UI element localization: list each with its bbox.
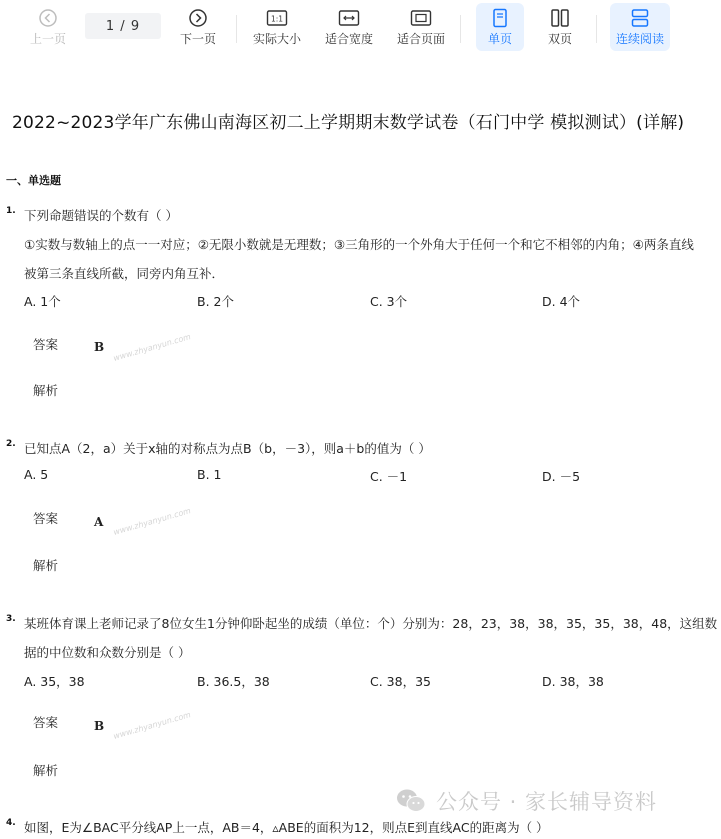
option-d: D. 4个 xyxy=(542,294,581,309)
document-title: 2022~2023学年广东佛山南海区初二上学期期末数学试卷（石门中学 模拟测试）(详解) xyxy=(12,113,685,133)
continuous-reading-icon xyxy=(628,6,652,30)
option-d: D. －5 xyxy=(542,469,581,484)
option-b: B. 1 xyxy=(197,467,222,482)
prev-page-button[interactable] xyxy=(22,3,74,51)
continuous-reading-label: 连续阅读 xyxy=(615,32,664,46)
answer-label: 答案 xyxy=(33,715,59,730)
viewer-toolbar xyxy=(0,0,721,58)
analysis-toggle[interactable]: 解析 xyxy=(33,383,59,398)
next-page-label: 下一页 xyxy=(179,32,216,46)
prev-page-label: 上一页 xyxy=(29,32,66,46)
question-text: ①实数与数轴上的点一一对应；②无限小数就是无理数；③三角形的一个外角大于任何一个和它不相邻的内角；④两条直线 xyxy=(24,237,694,252)
fit-page-label: 适合页面 xyxy=(396,32,445,46)
question-text: 下列命题错误的个数有（ ） xyxy=(24,208,178,223)
option-c: C. －1 xyxy=(370,469,408,484)
fit-width-label: 适合宽度 xyxy=(324,32,373,46)
actual-size-button[interactable] xyxy=(250,3,304,51)
double-page-button[interactable] xyxy=(536,3,584,51)
watermark: www.zhyanyun.com xyxy=(112,332,192,363)
single-page-icon xyxy=(488,6,512,30)
option-a: A. 5 xyxy=(24,467,49,482)
answer-label: 答案 xyxy=(33,511,59,526)
answer-value: B xyxy=(94,340,105,354)
watermark: www.zhyanyun.com xyxy=(112,506,192,537)
option-b: B. 2个 xyxy=(197,294,234,309)
toolbar-divider xyxy=(236,15,237,43)
section-title: 一、单选题 xyxy=(6,174,61,187)
actual-size-label: 实际大小 xyxy=(252,32,301,46)
answer-label: 答案 xyxy=(33,337,59,352)
toolbar-divider xyxy=(460,15,461,43)
page-indicator[interactable]: 1 / 9 xyxy=(85,13,161,39)
fit-width-icon xyxy=(337,6,361,30)
actual-size-icon xyxy=(265,6,289,30)
watermark: www.zhyanyun.com xyxy=(112,710,192,741)
answer-value: A xyxy=(94,515,104,529)
wechat-icon xyxy=(396,788,426,814)
analysis-toggle[interactable]: 解析 xyxy=(33,763,59,778)
question-text: 被第三条直线所截，同旁内角互补． xyxy=(24,266,225,281)
option-c: C. 38，35 xyxy=(370,674,431,689)
question-text: 已知点A（2，a）关于x轴的对称点为点B（b，－3），则a＋b的值为（ ） xyxy=(24,441,431,456)
double-page-label: 双页 xyxy=(547,32,572,46)
question-text: 如图，E为∠BAC平分线AP上一点，AB＝4，▵ABE的面积为12，则点E到直线AC的距离为（ ） xyxy=(24,820,549,835)
fit-width-button[interactable] xyxy=(322,3,376,51)
option-b: B. 36.5，38 xyxy=(197,674,270,689)
question-text: 据的中位数和众数分别是（ ） xyxy=(24,645,191,660)
question-number: 2. xyxy=(6,439,16,449)
option-a: A. 1个 xyxy=(24,294,61,309)
double-page-icon xyxy=(548,6,572,30)
question-text: 某班体育课上老师记录了8位女生1分钟仰卧起坐的成绩（单位：个）分别为：28，23，38，38，35，35，38，48，这组数 xyxy=(24,616,718,631)
toolbar-divider xyxy=(596,15,597,43)
fit-page-icon xyxy=(409,6,433,30)
chevron-left-circle-icon xyxy=(36,6,60,30)
single-page-button[interactable] xyxy=(476,3,524,51)
actual-size-glyph: 1:1 xyxy=(270,14,284,24)
question-number: 4. xyxy=(6,818,16,828)
next-page-button[interactable] xyxy=(172,3,224,51)
option-c: C. 3个 xyxy=(370,294,408,309)
continuous-reading-button[interactable] xyxy=(610,3,670,51)
question-number: 3. xyxy=(6,614,16,624)
analysis-toggle[interactable]: 解析 xyxy=(33,558,59,573)
wechat-brand-watermark xyxy=(396,786,657,816)
chevron-right-circle-icon xyxy=(186,6,210,30)
option-d: D. 38，38 xyxy=(542,674,604,689)
option-a: A. 35，38 xyxy=(24,674,85,689)
question-number: 1. xyxy=(6,206,16,216)
answer-value: B xyxy=(94,719,105,733)
fit-page-button[interactable] xyxy=(394,3,448,51)
single-page-label: 单页 xyxy=(487,32,512,46)
brand-text: 公众号 · 家长辅导资料 xyxy=(436,790,658,814)
